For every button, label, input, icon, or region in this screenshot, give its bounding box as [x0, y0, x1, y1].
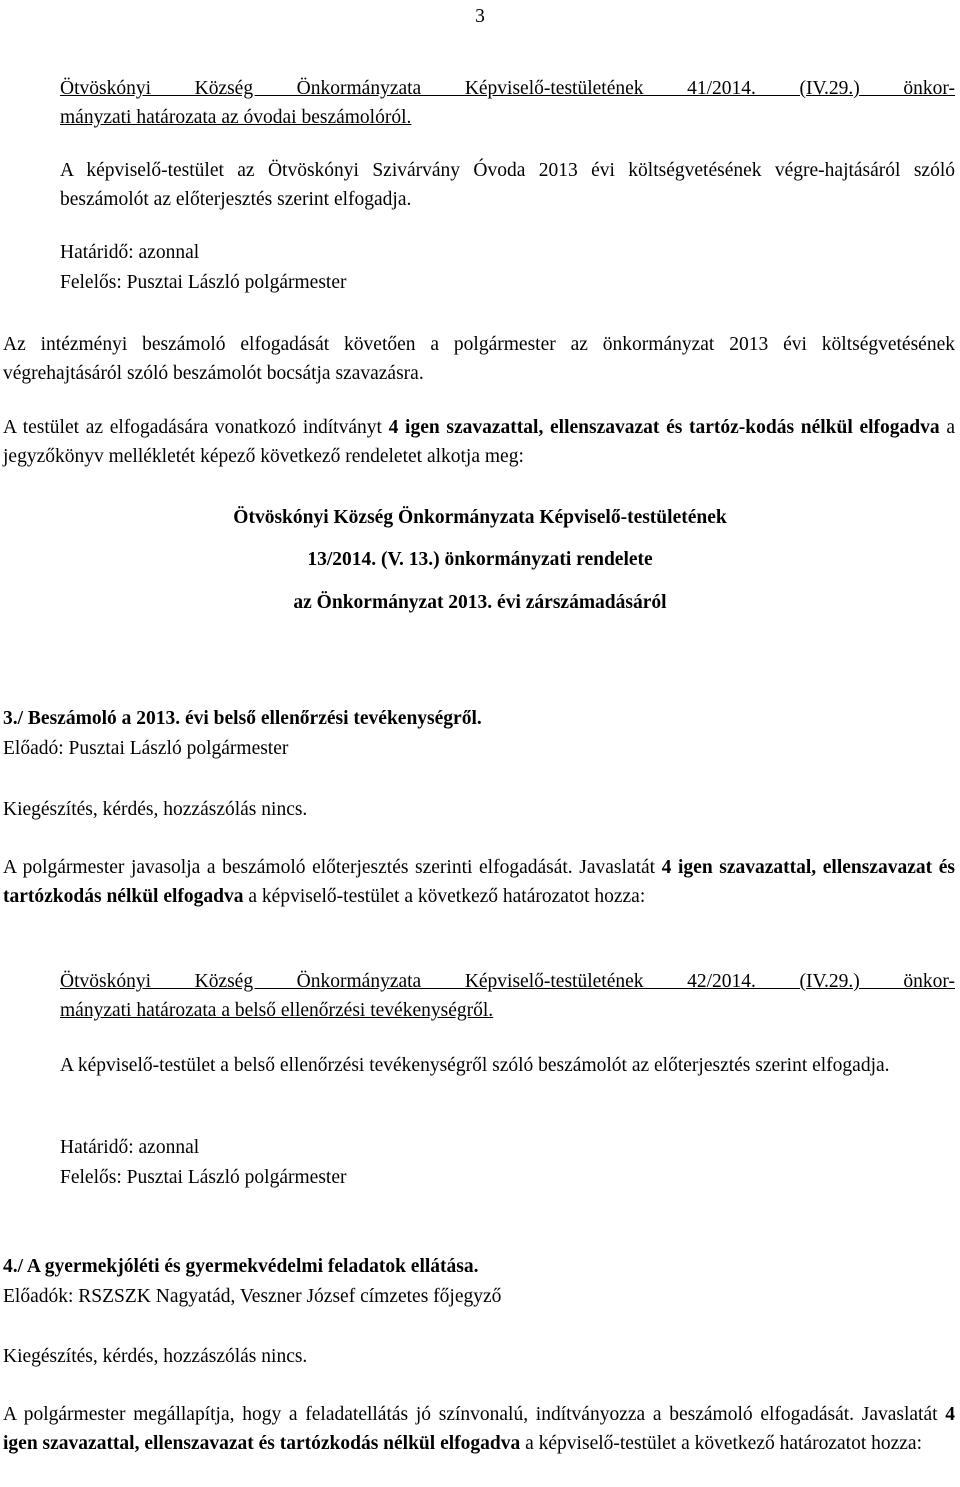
resolution-41-body: A képviselő-testület az Ötvöskónyi Szivárvány Óvoda 2013 évi költségvetésének végre-hajtásáról szóló beszámolót az előterjesztés szerint elfogadja. — [60, 160, 955, 210]
item-4-no-questions: Kiegészítés, kérdés, hozzászólás nincs. — [3, 1346, 308, 1367]
resolution-41-deadline: Határidő: azonnal — [60, 242, 200, 263]
item-3-proposal-pre: A polgármester javasolja a beszámoló előterjesztés szerinti elfogadását. Javaslatát — [3, 857, 662, 878]
resolution-42-heading-line1: Ötvöskónyi Község Önkormányzata Képviselő-testületének 42/2014. (IV.29.) önkor- — [60, 971, 955, 992]
vote-1-result: 4 igen szavazattal, ellenszavazat és tartóz-kodás nélkül elfogadva — [388, 417, 940, 438]
resolution-41-heading-line2: mányzati határozata az óvodai beszámolóról. — [60, 107, 412, 128]
decree-heading-line3: az Önkormányzat 2013. évi zárszámadásáról — [293, 592, 667, 613]
decree-heading-line1: Ötvöskónyi Község Önkormányzata Képviselő-testületének — [233, 507, 727, 528]
vote-1-text-pre: A testület az elfogadására vonatkozó indítványt — [3, 417, 389, 438]
report-vote-paragraph: Az intézményi beszámoló elfogadását követően a polgármester az önkormányzat 2013 évi költségvetésének végrehajtásáról szóló beszámolót bocsátja szavazásra. — [3, 334, 955, 384]
item-3-proposal — [3, 853, 955, 911]
item-3-title: 3./ Beszámoló a 2013. évi belső ellenőrzési tevékenységről. — [3, 708, 482, 729]
resolution-42-body: A képviselő-testület a belső ellenőrzési tevékenységről szóló beszámolót az előterjesztés szerint elfogadja. — [60, 1055, 890, 1076]
item-4-proposal-result: 4 igen szavazattal, ellenszavazat és tartózkodás nélkül elfogadva — [3, 1404, 955, 1454]
decree-heading-line2: 13/2014. (V. 13.) önkormányzati rendelete — [307, 549, 653, 570]
resolution-42-heading-line2: mányzati határozata a belső ellenőrzési tevékenységről. — [60, 1000, 494, 1021]
item-3-proposal-post: a képviselő-testület a következő határozatot hozza: — [243, 886, 646, 907]
item-3-proposal-result: 4 igen szavazattal, ellenszavazat és tartózkodás nélkül elfogadva — [3, 857, 955, 907]
item-4-proposal-post: a képviselő-testület a következő határozatot hozza: — [520, 1433, 922, 1454]
vote-paragraph-1 — [3, 413, 955, 471]
item-4-presenter: Előadók: RSZSZK Nagyatád, Veszner József címzetes főjegyző — [3, 1286, 502, 1307]
item-3-no-questions: Kiegészítés, kérdés, hozzászólás nincs. — [3, 799, 308, 820]
resolution-42-heading — [60, 967, 955, 1025]
item-4-proposal — [3, 1400, 955, 1458]
vote-1-text-post: a jegyzőkönyv mellékletét képező következő rendeletet alkotja meg: — [3, 417, 955, 467]
resolution-42-deadline: Határidő: azonnal — [60, 1137, 200, 1158]
resolution-42-responsible: Felelős: Pusztai László polgármester — [60, 1167, 347, 1188]
resolution-41-heading — [60, 74, 955, 132]
resolution-41-responsible: Felelős: Pusztai László polgármester — [60, 272, 347, 293]
resolution-41-heading-line1: Ötvöskónyi Község Önkormányzata Képviselő-testületének 41/2014. (IV.29.) önkor- — [60, 78, 955, 99]
item-3-presenter: Előadó: Pusztai László polgármester — [3, 738, 289, 759]
item-4-title: 4./ A gyermekjóléti és gyermekvédelmi feladatok ellátása. — [3, 1256, 479, 1277]
page-number: 3 — [475, 6, 485, 27]
item-4-proposal-pre: A polgármester megállapítja, hogy a feladatellátás jó színvonalú, indítványozza a beszámoló elfogadását. Javaslatát — [3, 1404, 946, 1425]
